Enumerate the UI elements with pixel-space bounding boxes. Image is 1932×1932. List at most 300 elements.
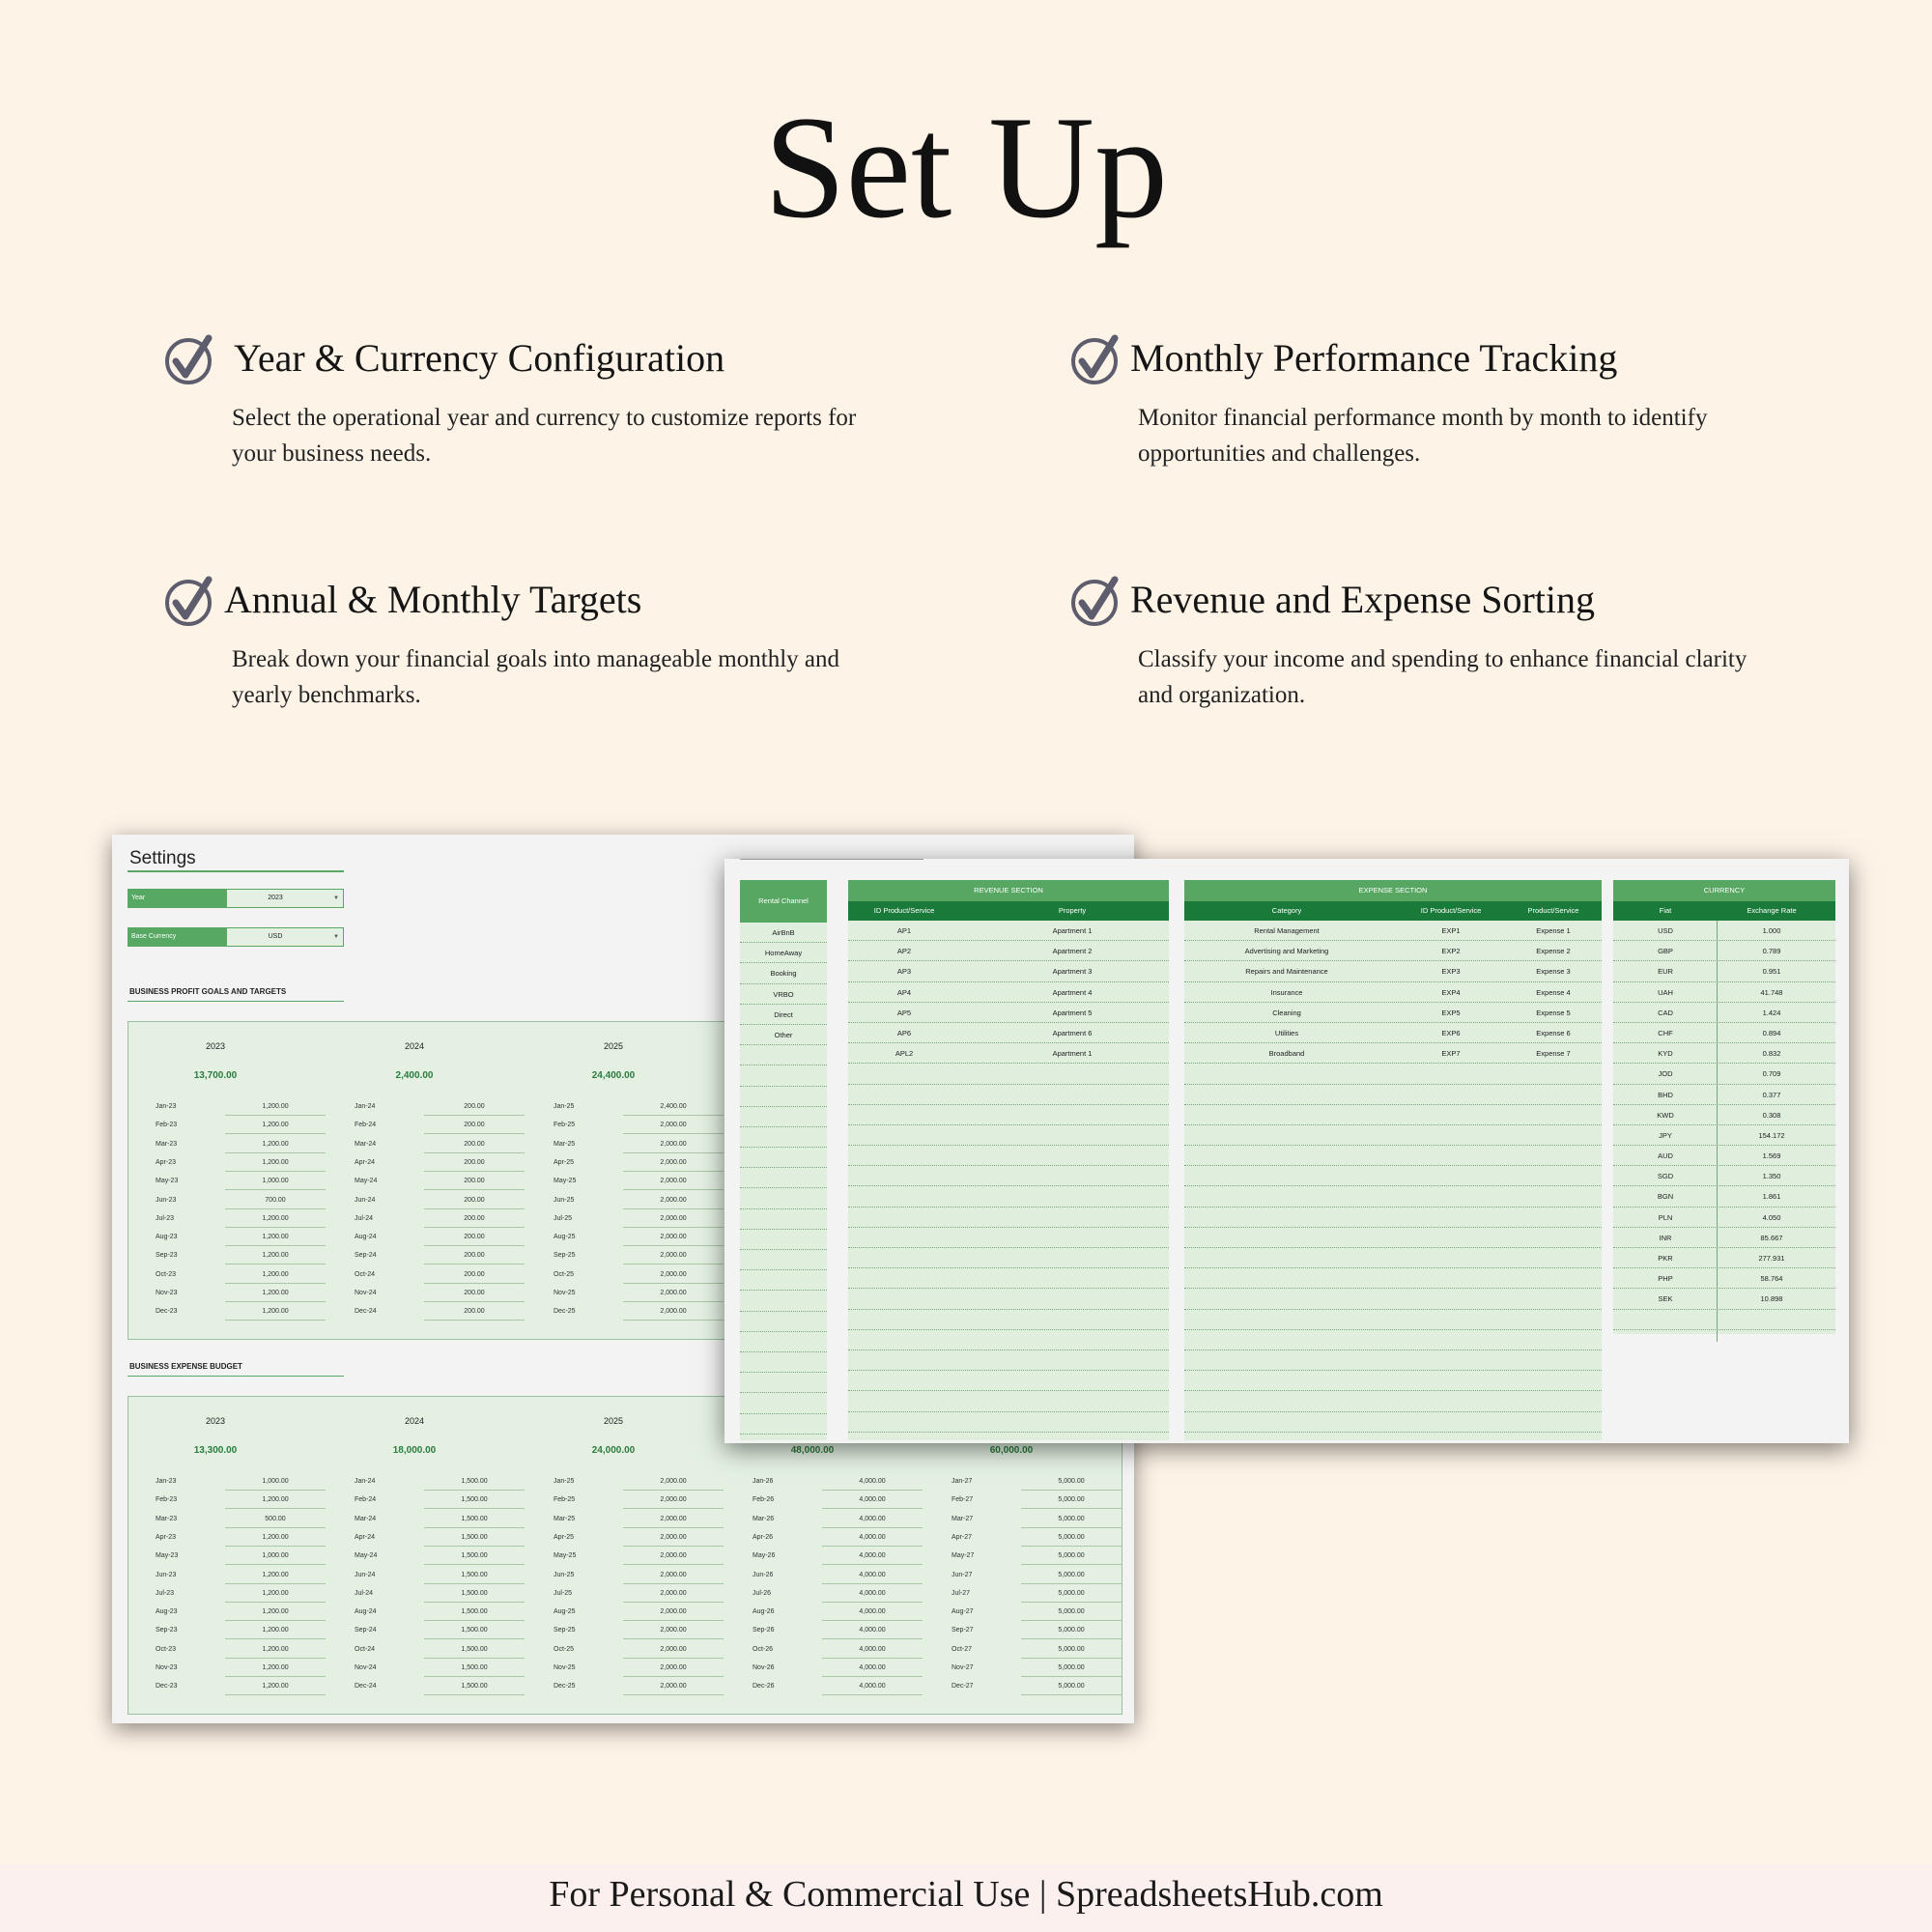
month-value: 1,200.00 bbox=[262, 1683, 289, 1690]
cell-underline bbox=[225, 1620, 326, 1621]
cell-underline bbox=[225, 1115, 326, 1116]
month-label: May-24 bbox=[355, 1552, 378, 1560]
table-cell: USD bbox=[1658, 926, 1673, 935]
month-label: Sep-25 bbox=[554, 1252, 576, 1260]
month-label: May-24 bbox=[355, 1178, 378, 1185]
table-cell: Expense 5 bbox=[1536, 1008, 1571, 1017]
table-cell: EXP3 bbox=[1441, 967, 1461, 977]
cell-underline bbox=[225, 1638, 326, 1639]
table-cell: 0.377 bbox=[1762, 1090, 1781, 1099]
table-cell: Advertising and Marketing bbox=[1244, 947, 1329, 956]
table-row bbox=[1613, 1166, 1835, 1186]
table-row bbox=[1184, 1391, 1602, 1411]
table-row bbox=[740, 923, 827, 943]
table-row bbox=[740, 1209, 827, 1230]
month-label: Feb-24 bbox=[355, 1496, 377, 1504]
month-row bbox=[128, 1155, 322, 1174]
table-row bbox=[740, 1025, 827, 1045]
table-row bbox=[848, 921, 1169, 941]
table-row bbox=[848, 1003, 1169, 1023]
month-value: 5,000.00 bbox=[1058, 1664, 1085, 1671]
month-row bbox=[526, 1267, 720, 1286]
month-row bbox=[327, 1474, 521, 1492]
month-label: Aug-26 bbox=[753, 1608, 775, 1616]
table-cell: 1.424 bbox=[1762, 1008, 1781, 1017]
month-label: Sep-23 bbox=[156, 1627, 178, 1634]
month-label: May-23 bbox=[156, 1178, 179, 1185]
cell-underline bbox=[1021, 1564, 1122, 1565]
table-cell: 0.951 bbox=[1762, 967, 1781, 977]
month-value: 2,000.00 bbox=[660, 1515, 687, 1522]
month-row bbox=[526, 1230, 720, 1248]
check-circle-icon bbox=[1070, 574, 1124, 628]
year-column bbox=[327, 1022, 521, 1339]
month-row bbox=[327, 1230, 521, 1248]
table-row bbox=[1184, 1228, 1602, 1248]
column-header: Product/Service bbox=[1527, 906, 1579, 915]
table-cell: Expense 2 bbox=[1536, 947, 1571, 956]
month-label: May-25 bbox=[554, 1178, 577, 1185]
table-row bbox=[1184, 961, 1602, 981]
month-value: 2,000.00 bbox=[660, 1290, 687, 1296]
month-row bbox=[327, 1211, 521, 1230]
cell-underline bbox=[822, 1694, 923, 1695]
month-label: Jun-26 bbox=[753, 1571, 774, 1578]
table-row bbox=[1613, 921, 1835, 941]
expense-section-title: BUSINESS EXPENSE BUDGET bbox=[129, 1362, 242, 1371]
table-cell: Expense 1 bbox=[1536, 926, 1571, 935]
cell-underline bbox=[623, 1301, 724, 1302]
column-header: Fiat bbox=[1659, 906, 1672, 915]
month-label: Oct-25 bbox=[554, 1645, 575, 1653]
month-row bbox=[128, 1512, 322, 1530]
currency-header-row bbox=[1613, 901, 1835, 921]
month-row bbox=[725, 1623, 919, 1641]
year-total: 2,400.00 bbox=[395, 1070, 434, 1081]
month-value: 5,000.00 bbox=[1058, 1627, 1085, 1634]
month-row bbox=[924, 1661, 1118, 1679]
cell-underline bbox=[822, 1620, 923, 1621]
month-row bbox=[924, 1530, 1118, 1548]
cell-underline bbox=[424, 1208, 525, 1209]
month-value: 1,500.00 bbox=[461, 1571, 488, 1578]
month-value: 1,500.00 bbox=[461, 1515, 488, 1522]
month-label: Aug-25 bbox=[554, 1608, 576, 1616]
month-label: May-27 bbox=[952, 1552, 975, 1560]
table-cell: KWD bbox=[1657, 1110, 1674, 1120]
month-value: 1,200.00 bbox=[262, 1533, 289, 1541]
cell-underline bbox=[225, 1227, 326, 1228]
divider bbox=[128, 870, 344, 872]
year-heading: 2024 bbox=[404, 1041, 425, 1051]
table-cell: Other bbox=[774, 1030, 793, 1039]
month-row bbox=[924, 1642, 1118, 1661]
cell-underline bbox=[225, 1658, 326, 1659]
year-select[interactable] bbox=[128, 889, 344, 908]
month-row bbox=[725, 1642, 919, 1661]
cell-underline bbox=[225, 1133, 326, 1134]
month-value: 1,200.00 bbox=[262, 1571, 289, 1578]
month-label: Jun-23 bbox=[156, 1196, 177, 1204]
table-row bbox=[740, 1250, 827, 1270]
month-label: Nov-26 bbox=[753, 1664, 775, 1671]
table-row bbox=[848, 1125, 1169, 1146]
table-cell: 1.350 bbox=[1762, 1172, 1781, 1181]
cell-underline bbox=[623, 1508, 724, 1509]
month-value: 2,000.00 bbox=[660, 1196, 687, 1204]
feature-text: Classify your income and spending to enhance financial clarity and organization. bbox=[1138, 646, 1747, 708]
cell-underline bbox=[1021, 1694, 1122, 1695]
month-row bbox=[327, 1605, 521, 1623]
table-row bbox=[1613, 1064, 1835, 1084]
table-row bbox=[848, 1105, 1169, 1125]
table-row bbox=[740, 963, 827, 983]
month-value: 1,200.00 bbox=[262, 1645, 289, 1653]
month-label: May-23 bbox=[156, 1552, 179, 1560]
cell-underline bbox=[623, 1694, 724, 1695]
cell-underline bbox=[1021, 1676, 1122, 1677]
month-row bbox=[526, 1512, 720, 1530]
month-row bbox=[128, 1661, 322, 1679]
month-row bbox=[327, 1679, 521, 1697]
year-label: Year bbox=[128, 890, 227, 907]
chevron-down-icon[interactable]: ▼ bbox=[333, 895, 339, 901]
month-label: Jul-23 bbox=[156, 1589, 175, 1597]
month-label: Jun-23 bbox=[156, 1571, 177, 1578]
month-value: 200.00 bbox=[464, 1196, 485, 1204]
table-row bbox=[740, 1127, 827, 1148]
table-cell: Apartment 6 bbox=[1052, 1028, 1093, 1037]
table-cell: AP6 bbox=[896, 1028, 912, 1037]
table-row bbox=[848, 1289, 1169, 1309]
divider bbox=[740, 859, 923, 860]
month-row bbox=[327, 1586, 521, 1605]
month-label: Feb-27 bbox=[952, 1496, 974, 1504]
month-row bbox=[526, 1304, 720, 1322]
month-label: Sep-23 bbox=[156, 1252, 178, 1260]
month-label: Dec-23 bbox=[156, 1308, 178, 1316]
month-label: Jun-24 bbox=[355, 1196, 376, 1204]
month-label: Mar-24 bbox=[355, 1515, 377, 1522]
month-label: Jan-24 bbox=[355, 1103, 376, 1110]
table-row bbox=[1184, 1310, 1602, 1330]
year-total: 18,000.00 bbox=[392, 1445, 437, 1456]
cell-underline bbox=[424, 1694, 525, 1695]
year-total: 13,700.00 bbox=[193, 1070, 238, 1081]
table-cell: EXP5 bbox=[1441, 1008, 1461, 1017]
cell-underline bbox=[424, 1283, 525, 1284]
revenue-header-row bbox=[848, 901, 1169, 921]
month-value: 1,500.00 bbox=[461, 1645, 488, 1653]
table-cell: PHP bbox=[1658, 1274, 1673, 1284]
month-row bbox=[526, 1623, 720, 1641]
month-row bbox=[526, 1642, 720, 1661]
cell-underline bbox=[623, 1564, 724, 1565]
month-label: Jun-25 bbox=[554, 1571, 575, 1578]
table-row bbox=[1184, 1330, 1602, 1350]
table-row bbox=[1184, 1085, 1602, 1105]
month-row bbox=[725, 1512, 919, 1530]
month-value: 1,200.00 bbox=[262, 1664, 289, 1671]
expense-header-row bbox=[1184, 901, 1602, 921]
table-cell: KYD bbox=[1658, 1049, 1673, 1059]
table-cell: 0.709 bbox=[1762, 1069, 1781, 1079]
expense-table bbox=[1184, 880, 1602, 1440]
table-row bbox=[1613, 1125, 1835, 1146]
table-cell: EXP1 bbox=[1441, 926, 1461, 935]
table-cell: 1.569 bbox=[1762, 1151, 1781, 1161]
month-value: 1,200.00 bbox=[262, 1270, 289, 1278]
column-header: Exchange Rate bbox=[1747, 906, 1797, 915]
month-value: 1,500.00 bbox=[461, 1664, 488, 1671]
month-value: 200.00 bbox=[464, 1308, 485, 1316]
month-label: Oct-24 bbox=[355, 1645, 376, 1653]
table-row bbox=[848, 1310, 1169, 1330]
table-row bbox=[1184, 1412, 1602, 1433]
month-value: 1,200.00 bbox=[262, 1308, 289, 1316]
month-value: 1,200.00 bbox=[262, 1627, 289, 1634]
month-value: 1,500.00 bbox=[461, 1478, 488, 1485]
month-row bbox=[128, 1568, 322, 1586]
month-value: 200.00 bbox=[464, 1234, 485, 1241]
month-value: 2,000.00 bbox=[660, 1533, 687, 1541]
check-circle-icon bbox=[164, 332, 218, 386]
month-label: Feb-23 bbox=[156, 1496, 178, 1504]
month-row bbox=[327, 1267, 521, 1286]
table-row bbox=[740, 1107, 827, 1127]
cell-underline bbox=[822, 1564, 923, 1565]
month-value: 200.00 bbox=[464, 1178, 485, 1185]
month-value: 2,000.00 bbox=[660, 1214, 687, 1222]
month-label: Jul-24 bbox=[355, 1589, 374, 1597]
month-row bbox=[526, 1586, 720, 1605]
month-row bbox=[526, 1548, 720, 1567]
table-cell: JOD bbox=[1658, 1069, 1673, 1079]
settings-title: Settings bbox=[129, 848, 196, 868]
month-row bbox=[128, 1586, 322, 1605]
month-row bbox=[128, 1230, 322, 1248]
month-label: Jul-25 bbox=[554, 1214, 573, 1222]
month-label: Feb-26 bbox=[753, 1496, 775, 1504]
table-cell: AP3 bbox=[896, 967, 912, 977]
cell-underline bbox=[424, 1227, 525, 1228]
month-row bbox=[128, 1474, 322, 1492]
table-cell: 85.667 bbox=[1760, 1233, 1783, 1242]
cell-underline bbox=[623, 1152, 724, 1153]
table-cell: 58.764 bbox=[1760, 1274, 1783, 1284]
cell-underline bbox=[1021, 1490, 1122, 1491]
year-heading: 2023 bbox=[205, 1041, 226, 1051]
table-cell: 4.050 bbox=[1762, 1212, 1781, 1222]
month-value: 5,000.00 bbox=[1058, 1515, 1085, 1522]
cell-underline bbox=[822, 1638, 923, 1639]
table-cell: SEK bbox=[1658, 1294, 1673, 1304]
cell-underline bbox=[424, 1115, 525, 1116]
table-row bbox=[848, 1248, 1169, 1268]
month-label: Sep-25 bbox=[554, 1627, 576, 1634]
month-value: 5,000.00 bbox=[1058, 1645, 1085, 1653]
table-row bbox=[740, 1393, 827, 1413]
month-label: Jul-27 bbox=[952, 1589, 971, 1597]
month-row bbox=[128, 1099, 322, 1118]
cell-underline bbox=[424, 1152, 525, 1153]
table-cell: PKR bbox=[1658, 1254, 1673, 1263]
month-row bbox=[526, 1492, 720, 1511]
cell-underline bbox=[225, 1546, 326, 1547]
month-value: 2,000.00 bbox=[660, 1664, 687, 1671]
month-label: Mar-24 bbox=[355, 1140, 377, 1148]
month-value: 1,200.00 bbox=[262, 1234, 289, 1241]
table-cell: 0.308 bbox=[1762, 1110, 1781, 1120]
table-cell: Rental Management bbox=[1254, 926, 1320, 935]
table-row bbox=[1613, 1248, 1835, 1268]
table-row bbox=[740, 1291, 827, 1311]
month-value: 1,500.00 bbox=[461, 1589, 488, 1597]
cell-underline bbox=[623, 1171, 724, 1172]
month-row bbox=[725, 1568, 919, 1586]
year-heading: 2024 bbox=[404, 1416, 425, 1426]
month-value: 2,000.00 bbox=[660, 1589, 687, 1597]
table-row bbox=[740, 1332, 827, 1352]
month-row bbox=[128, 1137, 322, 1155]
table-cell: 154.172 bbox=[1758, 1130, 1785, 1140]
year-value: 2023 bbox=[268, 895, 283, 901]
year-column bbox=[327, 1397, 521, 1714]
month-label: Jul-24 bbox=[355, 1214, 374, 1222]
month-row bbox=[924, 1548, 1118, 1567]
table-cell: 0.789 bbox=[1762, 947, 1781, 956]
month-value: 200.00 bbox=[464, 1270, 485, 1278]
month-label: Oct-23 bbox=[156, 1270, 177, 1278]
month-label: May-25 bbox=[554, 1552, 577, 1560]
cell-underline bbox=[424, 1301, 525, 1302]
cell-underline bbox=[225, 1583, 326, 1584]
currency-value: USD bbox=[268, 933, 283, 940]
month-row bbox=[526, 1530, 720, 1548]
month-row bbox=[128, 1679, 322, 1697]
table-row bbox=[1184, 1043, 1602, 1064]
currency-select[interactable] bbox=[128, 927, 344, 947]
table-cell: 1.000 bbox=[1762, 926, 1781, 935]
cell-underline bbox=[424, 1320, 525, 1321]
table-row bbox=[848, 1166, 1169, 1186]
table-row bbox=[848, 982, 1169, 1003]
month-label: Aug-23 bbox=[156, 1234, 178, 1241]
cell-underline bbox=[225, 1602, 326, 1603]
month-label: Oct-24 bbox=[355, 1270, 376, 1278]
table-row bbox=[1613, 1105, 1835, 1125]
table-cell: Repairs and Maintenance bbox=[1245, 967, 1328, 977]
month-row bbox=[128, 1286, 322, 1304]
cell-underline bbox=[225, 1694, 326, 1695]
page-title: Set Up bbox=[764, 86, 1168, 248]
month-row bbox=[924, 1512, 1118, 1530]
month-value: 2,000.00 bbox=[660, 1552, 687, 1560]
month-value: 5,000.00 bbox=[1058, 1683, 1085, 1690]
currency-label: Base Currency bbox=[128, 928, 227, 946]
cell-underline bbox=[424, 1583, 525, 1584]
cell-underline bbox=[225, 1301, 326, 1302]
month-label: Dec-26 bbox=[753, 1683, 775, 1690]
cell-underline bbox=[424, 1508, 525, 1509]
chevron-down-icon[interactable]: ▼ bbox=[333, 934, 339, 940]
month-row bbox=[327, 1137, 521, 1155]
month-label: Apr-23 bbox=[156, 1533, 177, 1541]
month-row bbox=[327, 1286, 521, 1304]
cell-underline bbox=[424, 1676, 525, 1677]
month-label: Feb-24 bbox=[355, 1122, 377, 1129]
cell-underline bbox=[623, 1527, 724, 1528]
month-value: 4,000.00 bbox=[859, 1515, 886, 1522]
cell-underline bbox=[424, 1490, 525, 1491]
month-value: 1,000.00 bbox=[262, 1552, 289, 1560]
month-row bbox=[924, 1492, 1118, 1511]
cell-underline bbox=[225, 1152, 326, 1153]
table-cell: HomeAway bbox=[764, 949, 803, 958]
year-column bbox=[526, 1397, 720, 1714]
table-row bbox=[848, 941, 1169, 961]
table-row bbox=[740, 1373, 827, 1393]
table-cell: VRBO bbox=[773, 989, 794, 999]
month-label: Oct-27 bbox=[952, 1645, 973, 1653]
table-row bbox=[1613, 1146, 1835, 1166]
month-label: Oct-23 bbox=[156, 1645, 177, 1653]
cell-underline bbox=[225, 1527, 326, 1528]
table-row bbox=[1613, 1228, 1835, 1248]
month-label: Jun-27 bbox=[952, 1571, 973, 1578]
month-value: 1,200.00 bbox=[262, 1140, 289, 1148]
month-row bbox=[526, 1211, 720, 1230]
month-row bbox=[526, 1605, 720, 1623]
month-value: 2,000.00 bbox=[660, 1308, 687, 1316]
cell-underline bbox=[424, 1602, 525, 1603]
table-row bbox=[848, 1085, 1169, 1105]
divider bbox=[128, 1001, 344, 1002]
table-cell: UAH bbox=[1658, 987, 1673, 997]
table-row bbox=[848, 1023, 1169, 1043]
table-row bbox=[1184, 921, 1602, 941]
month-row bbox=[526, 1137, 720, 1155]
month-label: Mar-23 bbox=[156, 1140, 178, 1148]
cell-underline bbox=[424, 1658, 525, 1659]
table-row bbox=[1184, 1125, 1602, 1146]
month-label: Mar-27 bbox=[952, 1515, 974, 1522]
month-row bbox=[725, 1661, 919, 1679]
cell-underline bbox=[822, 1602, 923, 1603]
table-row bbox=[848, 1330, 1169, 1350]
month-value: 5,000.00 bbox=[1058, 1478, 1085, 1485]
month-label: Jan-24 bbox=[355, 1478, 376, 1485]
month-value: 5,000.00 bbox=[1058, 1552, 1085, 1560]
cell-underline bbox=[225, 1189, 326, 1190]
month-row bbox=[327, 1623, 521, 1641]
month-row bbox=[327, 1530, 521, 1548]
month-row bbox=[725, 1679, 919, 1697]
year-heading: 2023 bbox=[205, 1416, 226, 1426]
month-value: 5,000.00 bbox=[1058, 1589, 1085, 1597]
month-value: 1,500.00 bbox=[461, 1683, 488, 1690]
cell-underline bbox=[623, 1245, 724, 1246]
month-row bbox=[526, 1661, 720, 1679]
month-row bbox=[526, 1248, 720, 1266]
table-cell: Cleaning bbox=[1272, 1008, 1301, 1017]
month-value: 1,500.00 bbox=[461, 1608, 488, 1616]
year-column bbox=[725, 1397, 919, 1714]
month-value: 4,000.00 bbox=[859, 1571, 886, 1578]
cell-underline bbox=[623, 1133, 724, 1134]
column-header: Category bbox=[1271, 906, 1302, 915]
table-row bbox=[1184, 1064, 1602, 1084]
